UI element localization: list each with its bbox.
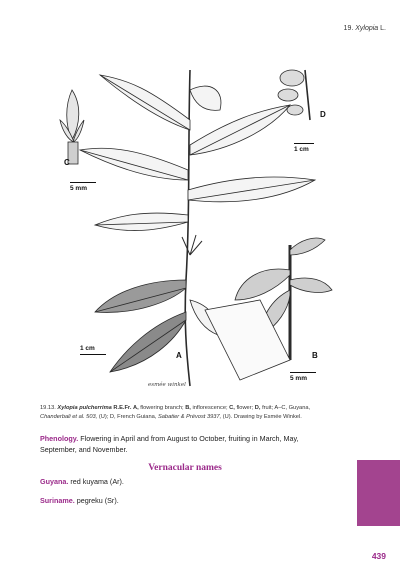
suriname-text: pegreku (Sr). xyxy=(76,496,119,505)
guyana-entry xyxy=(40,477,330,488)
figure-caption xyxy=(40,404,340,421)
scale-bar-d xyxy=(294,143,314,153)
running-head xyxy=(344,25,386,32)
caption-text-c: flower; xyxy=(236,405,254,411)
suriname-entry xyxy=(40,496,330,507)
vernacular-names-title: Vernacular names xyxy=(148,463,222,473)
botanical-illustration xyxy=(40,50,360,390)
guyana-text: red kuyama (Ar). xyxy=(70,477,124,486)
scale-bar-b xyxy=(290,372,316,382)
caption-text-a: flowering branch; xyxy=(140,405,184,411)
page-number: 439 xyxy=(371,551,386,561)
illustration-drawing xyxy=(40,50,360,390)
figure-label-d: D xyxy=(320,110,326,119)
caption-part-a: A, xyxy=(133,405,139,411)
suriname-label: Suriname. xyxy=(40,496,75,505)
genus-author: L. xyxy=(380,25,386,32)
section-tab-marker xyxy=(357,460,400,526)
scale-label-d: 1 cm xyxy=(294,146,309,153)
figure-label-b: B xyxy=(312,351,318,360)
caption-collector-1: Chanderbali et al. 503, xyxy=(40,413,98,420)
guyana-label: Guyana. xyxy=(40,477,69,486)
phenology-text: Flowering in April and from August to October, fruiting in March, May, September, and November. xyxy=(40,434,299,454)
caption-species: Xylopia pulcherrima xyxy=(57,405,112,411)
scale-bar-a xyxy=(80,345,106,357)
figure-label-a: A xyxy=(176,351,182,360)
caption-text-d: fruit; A–C, Guyana, xyxy=(262,405,311,411)
scale-label-b: 5 mm xyxy=(290,375,307,382)
scale-label-a: 1 cm xyxy=(80,345,95,352)
caption-collector-2: Sabatier & Prévost 3937, xyxy=(157,413,222,420)
phenology-paragraph xyxy=(40,434,330,455)
genus-name: Xylopia xyxy=(355,25,379,32)
scale-bar-c xyxy=(70,182,96,192)
artist-signature: esmée winkel xyxy=(148,382,186,388)
caption-part-d: D, xyxy=(254,405,261,411)
caption-part-c: C, xyxy=(229,405,235,411)
caption-text-b: inflorescence; xyxy=(192,405,228,411)
figure-label-c: C xyxy=(64,158,70,167)
caption-number: 19.13. xyxy=(40,405,56,411)
scale-label-c: 5 mm xyxy=(70,185,87,192)
phenology-heading: Phenology. xyxy=(40,434,79,443)
chapter-number: 19. xyxy=(343,25,354,32)
caption-text-e: (U); D, French Guiana, xyxy=(98,413,157,420)
caption-text-f: (U). Drawing by Esmée Winkel. xyxy=(222,413,302,420)
caption-part-b: B, xyxy=(185,405,191,411)
caption-authority: R.E.Fr. xyxy=(113,405,132,411)
